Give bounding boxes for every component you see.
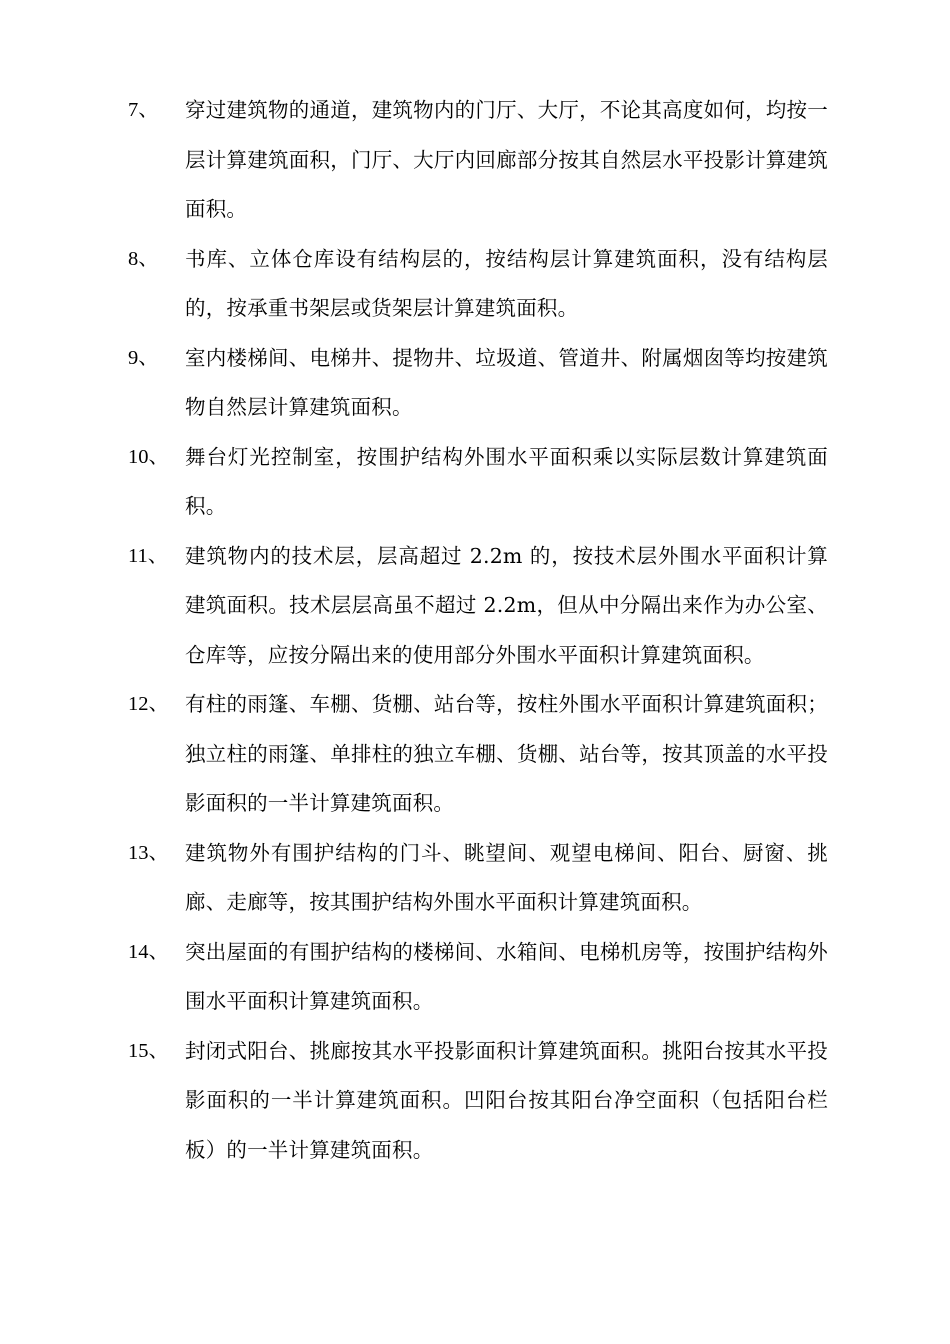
item-text: 建筑物外有围护结构的门斗、眺望间、观望电梯间、阳台、厨窗、挑廊、走廊等，按其围护结构外围水平面积计算建筑面积。: [185, 840, 828, 914]
item-number: 14、: [128, 940, 169, 963]
list-item-13: [128, 829, 828, 928]
list-item-15: [128, 1027, 828, 1176]
item-number: 7、: [128, 99, 159, 121]
list-item-7: [128, 86, 828, 235]
item-number: 9、: [128, 346, 159, 369]
item-number: 10、: [128, 445, 169, 468]
list-item-14: [128, 928, 828, 1027]
item-number: 15、: [128, 1039, 169, 1062]
item-text: 封闭式阳台、挑廊按其水平投影面积计算建筑面积。挑阳台按其水平投影面积的一半计算建筑面积。凹阳台按其阳台净空面积（包括阳台栏板）的一半计算建筑面积。: [185, 1038, 828, 1162]
list-item-10: [128, 433, 828, 532]
item-text: 舞台灯光控制室，按围护结构外围水平面积乘以实际层数计算建筑面积。: [185, 444, 828, 518]
item-text: 有柱的雨篷、车棚、货棚、站台等，按柱外围水平面积计算建筑面积；独立柱的雨篷、单排柱的独立车棚、货棚、站台等，按其顶盖的水平投影面积的一半计算建筑面积。: [185, 692, 828, 815]
item-number: 12、: [128, 693, 169, 715]
item-text: 突出屋面的有围护结构的楼梯间、水箱间、电梯机房等，按围护结构外围水平面积计算建筑面积。: [185, 939, 828, 1013]
list-item-8: [128, 235, 828, 334]
item-number: 11、: [128, 544, 169, 567]
item-number: 8、: [128, 247, 159, 270]
item-number: 13、: [128, 841, 169, 864]
item-text: 穿过建筑物的通道，建筑物内的门厅、大厅，不论其高度如何，均按一层计算建筑面积，门厅、大厅内回廊部分按其自然层水平投影计算建筑面积。: [185, 98, 828, 221]
list-item-12: [128, 680, 828, 829]
list-item-9: [128, 334, 828, 433]
item-text: 书库、立体仓库设有结构层的，按结构层计算建筑面积，没有结构层的，按承重书架层或货架层计算建筑面积。: [185, 246, 828, 320]
item-text: 室内楼梯间、电梯井、提物井、垃圾道、管道井、附属烟囱等均按建筑物自然层计算建筑面积。: [185, 345, 828, 419]
item-text: 建筑物内的技术层，层高超过 2.2m 的，按技术层外围水平面积计算建筑面积。技术层层高虽不超过 2.2m，但从中分隔出来作为办公室、仓库等，应按分隔出来的使用部分外围水平面积计算建筑面积。: [185, 543, 828, 667]
clause-list: [128, 86, 828, 1175]
list-item-11: [128, 532, 828, 681]
